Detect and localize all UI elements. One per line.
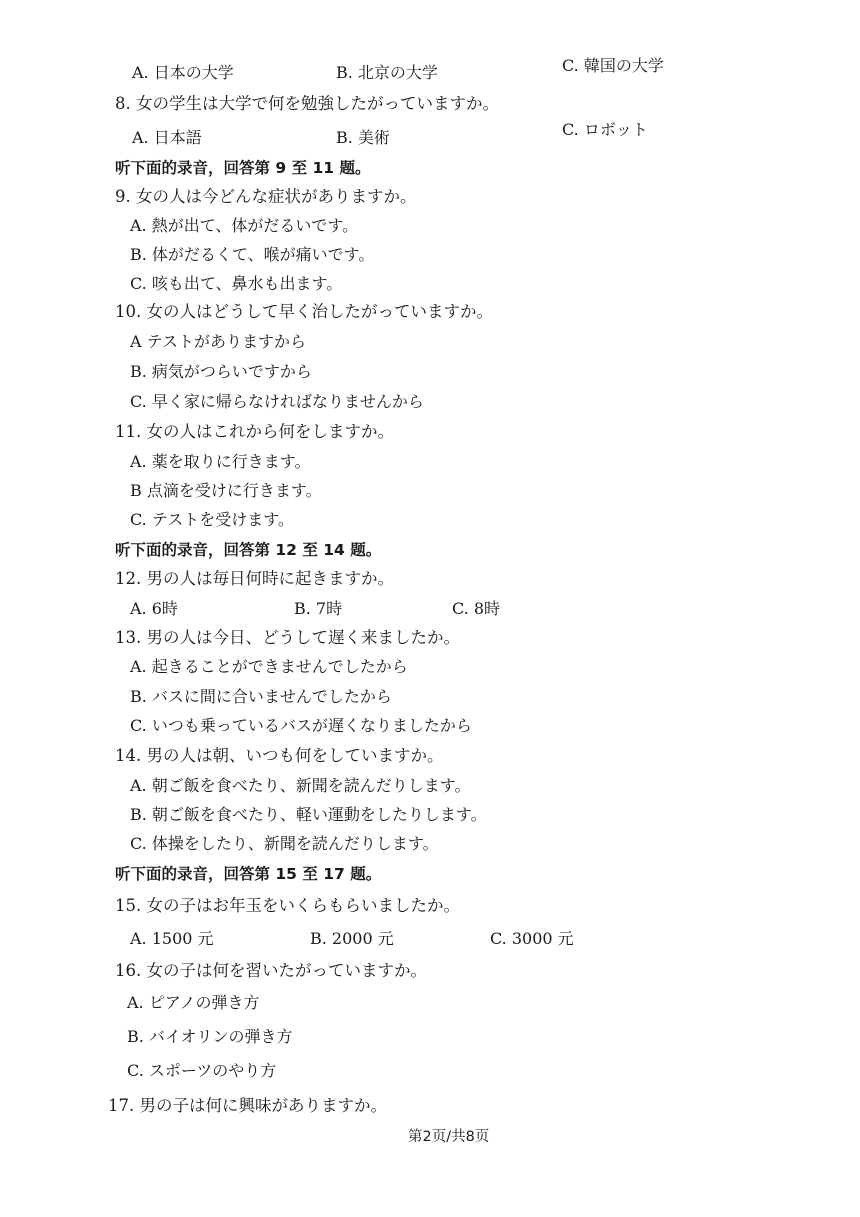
q11-option-c: C. テストを受けます。 — [130, 510, 294, 529]
page-number-footer: 第2页/共8页 — [408, 1129, 490, 1145]
q16-question: 16. 女の子は何を習いたがっていますか。 — [115, 961, 427, 980]
q15-option-b: B. 2000 元 — [310, 929, 394, 948]
q9-option-c: C. 咳も出て、鼻水も出ます。 — [130, 274, 343, 293]
q14-question: 14. 男の人は朝、いつも何をしていますか。 — [115, 746, 444, 765]
q9-option-a: A. 熱が出て、体がだるいです。 — [130, 216, 359, 235]
q10-question: 10. 女の人はどうして早く治したがっていますか。 — [115, 302, 493, 321]
q8-option-a: A. 日本語 — [132, 128, 202, 147]
q10-option-b: B. 病気がつらいですから — [130, 362, 312, 381]
q16-option-a: A. ピアノの弾き方 — [127, 993, 260, 1012]
q11-option-a: A. 薬を取りに行きます。 — [130, 452, 311, 471]
q7-option-c: C. 韓国の大学 — [562, 56, 664, 75]
q7-option-a: A. 日本の大学 — [132, 63, 234, 82]
q11-option-b: B 点滴を受けに行きます。 — [130, 481, 322, 500]
q15-option-c: C. 3000 元 — [490, 929, 574, 948]
q8-option-b: B. 美術 — [336, 128, 390, 147]
q12-option-b: B. 7時 — [294, 599, 343, 618]
q14-option-a: A. 朝ご飯を食べたり、新聞を読んだりします。 — [130, 776, 471, 795]
q13-question: 13. 男の人は今日、どうして遅く来ましたか。 — [115, 628, 460, 647]
q13-option-c: C. いつも乗っているバスが遅くなりましたから — [130, 716, 472, 735]
q8-question: 8. 女の学生は大学で何を勉強したがっていますか。 — [115, 94, 499, 113]
q12-question: 12. 男の人は毎日何時に起きますか。 — [115, 569, 394, 588]
q15-option-a: A. 1500 元 — [130, 929, 214, 948]
q9-question: 9. 女の人は今どんな症状がありますか。 — [115, 187, 417, 206]
q16-option-b: B. バイオリンの弾き方 — [127, 1027, 293, 1046]
q10-option-c: C. 早く家に帰らなければなりませんから — [130, 392, 424, 411]
q12-option-c: C. 8時 — [452, 599, 501, 618]
q12-option-a: A. 6時 — [130, 599, 178, 618]
section-heading-15-17: 听下面的录音，回答第 15 至 17 题。 — [115, 865, 382, 883]
q16-option-c: C. スポーツのやり方 — [127, 1061, 277, 1080]
q9-option-b: B. 体がだるくて、喉が痛いです。 — [130, 245, 375, 264]
q17-question: 17. 男の子は何に興味がありますか。 — [108, 1096, 387, 1115]
section-heading-9-11: 听下面的录音，回答第 9 至 11 题。 — [115, 159, 371, 177]
q8-option-c: C. ロボット — [562, 120, 648, 139]
q15-question: 15. 女の子はお年玉をいくらもらいましたか。 — [115, 896, 460, 915]
q13-option-a: A. 起きることができませんでしたから — [130, 657, 408, 676]
q7-option-b: B. 北京の大学 — [336, 63, 438, 82]
q13-option-b: B. バスに間に合いませんでしたから — [130, 687, 392, 706]
q14-option-b: B. 朝ご飯を食べたり、軽い運動をしたりします。 — [130, 805, 487, 824]
q14-option-c: C. 体操をしたり、新聞を読んだりします。 — [130, 834, 439, 853]
q10-option-a: A テストがありますから — [130, 332, 307, 351]
section-heading-12-14: 听下面的录音，回答第 12 至 14 题。 — [115, 541, 382, 559]
q11-question: 11. 女の人はこれから何をしますか。 — [115, 422, 394, 441]
